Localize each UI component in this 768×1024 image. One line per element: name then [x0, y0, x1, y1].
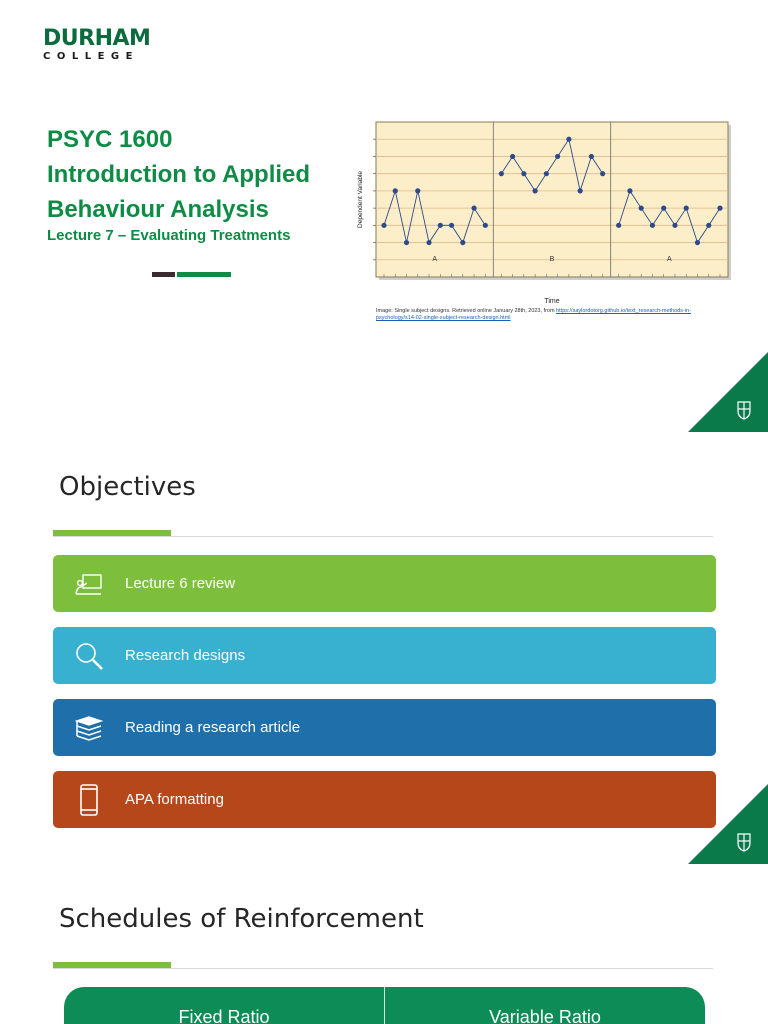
corner-badge: [688, 352, 768, 432]
data-point: [695, 240, 700, 245]
course-title: Introduction to Applied Behaviour Analysis: [47, 161, 311, 223]
data-point: [460, 240, 465, 245]
objective-item[interactable]: [53, 627, 716, 684]
data-point: [426, 240, 431, 245]
accent-bar-green: [177, 272, 231, 277]
data-point: [706, 223, 711, 228]
x-axis-label: Time: [544, 298, 560, 305]
durham-college-logo: [43, 28, 150, 63]
data-point: [566, 137, 571, 142]
caption-link[interactable]: https://saylordotorg.github.io/text_research-methods-in-psychology/s14-02-single-subject-research-design.html: [376, 308, 691, 321]
data-point: [672, 223, 677, 228]
slide-title: Objectives: [59, 472, 196, 502]
logo-subtitle: COLLEGE: [43, 51, 139, 62]
phone-icon: [53, 771, 125, 828]
title-accent-bar: [53, 962, 171, 968]
data-point: [381, 223, 386, 228]
title-accent-bar: [53, 530, 171, 536]
corner-badge: [688, 784, 768, 864]
data-point: [499, 171, 504, 176]
objective-item[interactable]: [53, 771, 716, 828]
plot-area: [376, 122, 728, 277]
data-point: [717, 206, 722, 211]
title-divider: [53, 968, 713, 969]
books-icon: [53, 699, 125, 756]
data-point: [533, 188, 538, 193]
data-point: [393, 188, 398, 193]
data-point: [661, 206, 666, 211]
data-point: [555, 154, 560, 159]
data-point: [438, 223, 443, 228]
data-point: [544, 171, 549, 176]
data-point: [578, 188, 583, 193]
presenter-icon: [53, 555, 125, 612]
data-point: [449, 223, 454, 228]
phase-label: A: [666, 256, 672, 263]
y-axis-label: Dependent Variable: [357, 171, 364, 228]
lecture-subtitle: Lecture 7 – Evaluating Treatments: [47, 227, 291, 244]
objective-label: Research designs: [125, 647, 246, 664]
data-point: [521, 171, 526, 176]
logo-wordmark: DURHAM: [43, 26, 151, 51]
accent-bar-dark: [152, 272, 175, 277]
search-icon: [53, 627, 125, 684]
data-point: [589, 154, 594, 159]
data-point: [627, 188, 632, 193]
data-point: [404, 240, 409, 245]
title-divider: [53, 536, 713, 537]
data-point: [616, 223, 621, 228]
objective-label: Lecture 6 review: [125, 575, 236, 592]
data-point: [510, 154, 515, 159]
objective-label: APA formatting: [125, 791, 224, 808]
objective-label: Reading a research article: [125, 719, 301, 736]
objectives-slide: [0, 432, 768, 864]
data-point: [650, 223, 655, 228]
column-divider: [384, 987, 385, 1024]
title-slide: [0, 0, 768, 432]
data-point: [483, 223, 488, 228]
phase-label: A: [432, 256, 438, 263]
caption-text: Image: Single subject designs. Retrieved online January 28th, 2023, from: [376, 308, 557, 314]
data-point: [415, 188, 420, 193]
column-header-variable-ratio: Variable Ratio: [489, 1006, 601, 1024]
image-caption: [376, 308, 726, 322]
schedules-slide: [0, 864, 768, 1024]
data-point: [684, 206, 689, 211]
slide-title: Schedules of Reinforcement: [59, 904, 424, 934]
column-header-fixed-ratio: Fixed Ratio: [178, 1006, 270, 1024]
schedules-table-header: [64, 987, 705, 1024]
data-point: [471, 206, 476, 211]
phase-label: B: [549, 256, 555, 263]
single-subject-design-chart: [350, 116, 740, 306]
course-code: PSYC 1600: [47, 126, 173, 153]
data-point: [600, 171, 605, 176]
objective-item[interactable]: [53, 699, 716, 756]
objective-item[interactable]: [53, 555, 716, 612]
data-point: [639, 206, 644, 211]
